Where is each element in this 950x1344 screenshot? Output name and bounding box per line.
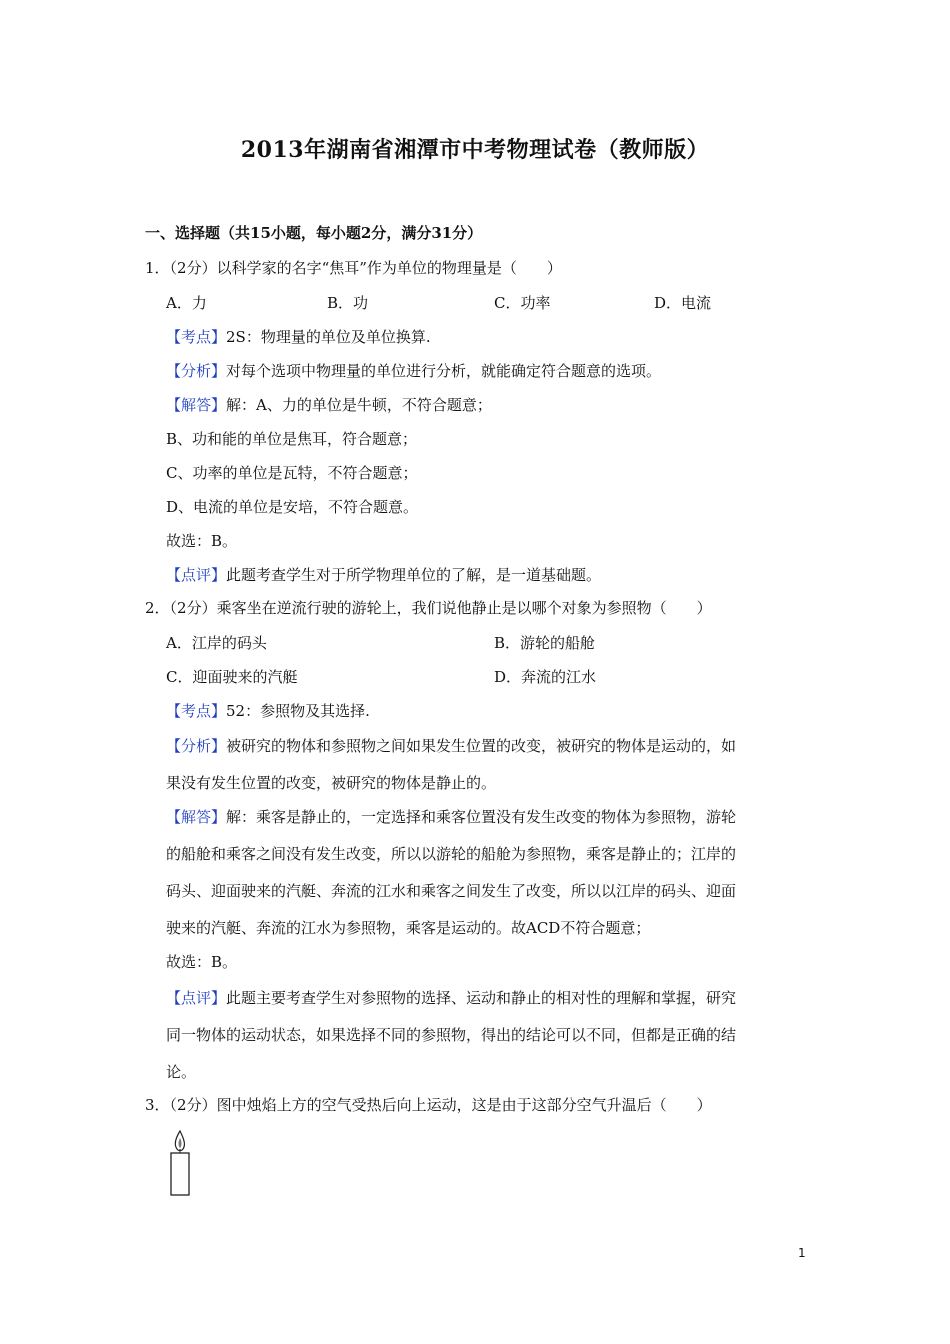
q1-jieda-b: B、功和能的单位是焦耳，符合题意； (166, 430, 418, 448)
fenxi-text: 被研究的物体和参照物之间如果发生位置的改变，被研究的物体是运动的，如 (226, 737, 737, 755)
q1-dianping (166, 564, 601, 586)
kaodian-tag: 【考点】 (166, 702, 227, 720)
q1-fenxi (166, 360, 661, 382)
q2-option-b: B．游轮的船舱 (494, 634, 596, 652)
q1-kaodian (166, 326, 431, 348)
dianping-text: 此题考查学生对于所学物理单位的了解，是一道基础题。 (226, 566, 602, 584)
q1-answer: 故选：B。 (166, 532, 238, 550)
question-1-stem: 1．（2分）以科学家的名字“焦耳”作为单位的物理量是（ ） (145, 259, 562, 277)
q1-option-c: C．功率 (494, 294, 551, 312)
q1-option-b: B．功 (327, 294, 369, 312)
q1-option-d: D．电流 (654, 294, 712, 312)
q2-fenxi (166, 735, 736, 757)
q2-jieda-4: 驶来的汽艇、奔流的江水为参照物，乘客是运动的。故ACD不符合题意； (166, 919, 651, 937)
q2-dianping-3: 论。 (166, 1063, 197, 1081)
q1-jieda (166, 394, 492, 416)
jieda-tag: 【解答】 (166, 396, 227, 414)
jieda-text: 解：乘客是静止的，一定选择和乘客位置没有发生改变的物体为参照物，游轮 (226, 808, 737, 826)
page-number: 1 (798, 1246, 806, 1260)
q2-option-c: C．迎面驶来的汽艇 (166, 668, 298, 686)
question-2-stem: 2．（2分）乘客坐在逆流行驶的游轮上，我们说他静止是以哪个对象为参照物（ ） (145, 599, 712, 617)
dianping-text: 此题主要考查学生对参照物的选择、运动和静止的相对性的理解和掌握，研究 (226, 989, 737, 1007)
q2-option-d: D．奔流的江水 (494, 668, 597, 686)
candle-body (171, 1153, 189, 1195)
kaodian-tag: 【考点】 (166, 328, 227, 346)
page-title: 2013年湖南省湘潭市中考物理试卷（教师版） (240, 137, 710, 163)
dianping-tag: 【点评】 (166, 989, 227, 1007)
fenxi-text: 对每个选项中物理量的单位进行分析，就能确定符合题意的选项。 (226, 362, 662, 380)
fenxi-tag: 【分析】 (166, 362, 227, 380)
q2-kaodian (166, 700, 370, 722)
q2-dianping (166, 987, 736, 1009)
q2-option-a: A．江岸的码头 (166, 634, 267, 652)
q2-jieda (166, 806, 736, 828)
q2-jieda-3: 码头、迎面驶来的汽艇、奔流的江水和乘客之间发生了改变，所以以江岸的码头、迎面 (166, 882, 737, 900)
q2-jieda-2: 的船舱和乘客之间没有发生改变，所以以游轮的船舱为参照物，乘客是静止的；江岸的 (166, 845, 737, 863)
section-heading: 一、选择题（共15小题，每小题2分，满分31分） (145, 224, 483, 242)
q2-answer: 故选：B。 (166, 953, 238, 971)
q1-jieda-d: D、电流的单位是安培，不符合题意。 (166, 498, 419, 516)
q2-dianping-2: 同一物体的运动状态，如果选择不同的参照物，得出的结论可以不同，但都是正确的结 (166, 1026, 737, 1044)
dianping-tag: 【点评】 (166, 566, 227, 584)
kaodian-text: 2S：物理量的单位及单位换算. (226, 328, 431, 346)
fenxi-tag: 【分析】 (166, 737, 227, 755)
candle-figure (165, 1128, 195, 1200)
kaodian-text: 52：参照物及其选择. (226, 702, 370, 720)
jieda-tag: 【解答】 (166, 808, 227, 826)
jieda-text: 解：A、力的单位是牛顿，不符合题意； (226, 396, 492, 414)
q1-option-a: A．力 (166, 294, 207, 312)
question-3-stem: 3．（2分）图中烛焰上方的空气受热后向上运动，这是由于这部分空气升温后（ ） (145, 1096, 712, 1114)
q1-jieda-c: C、功率的单位是瓦特，不符合题意； (166, 464, 418, 482)
q2-fenxi-cont: 果没有发生位置的改变，被研究的物体是静止的。 (166, 774, 497, 792)
